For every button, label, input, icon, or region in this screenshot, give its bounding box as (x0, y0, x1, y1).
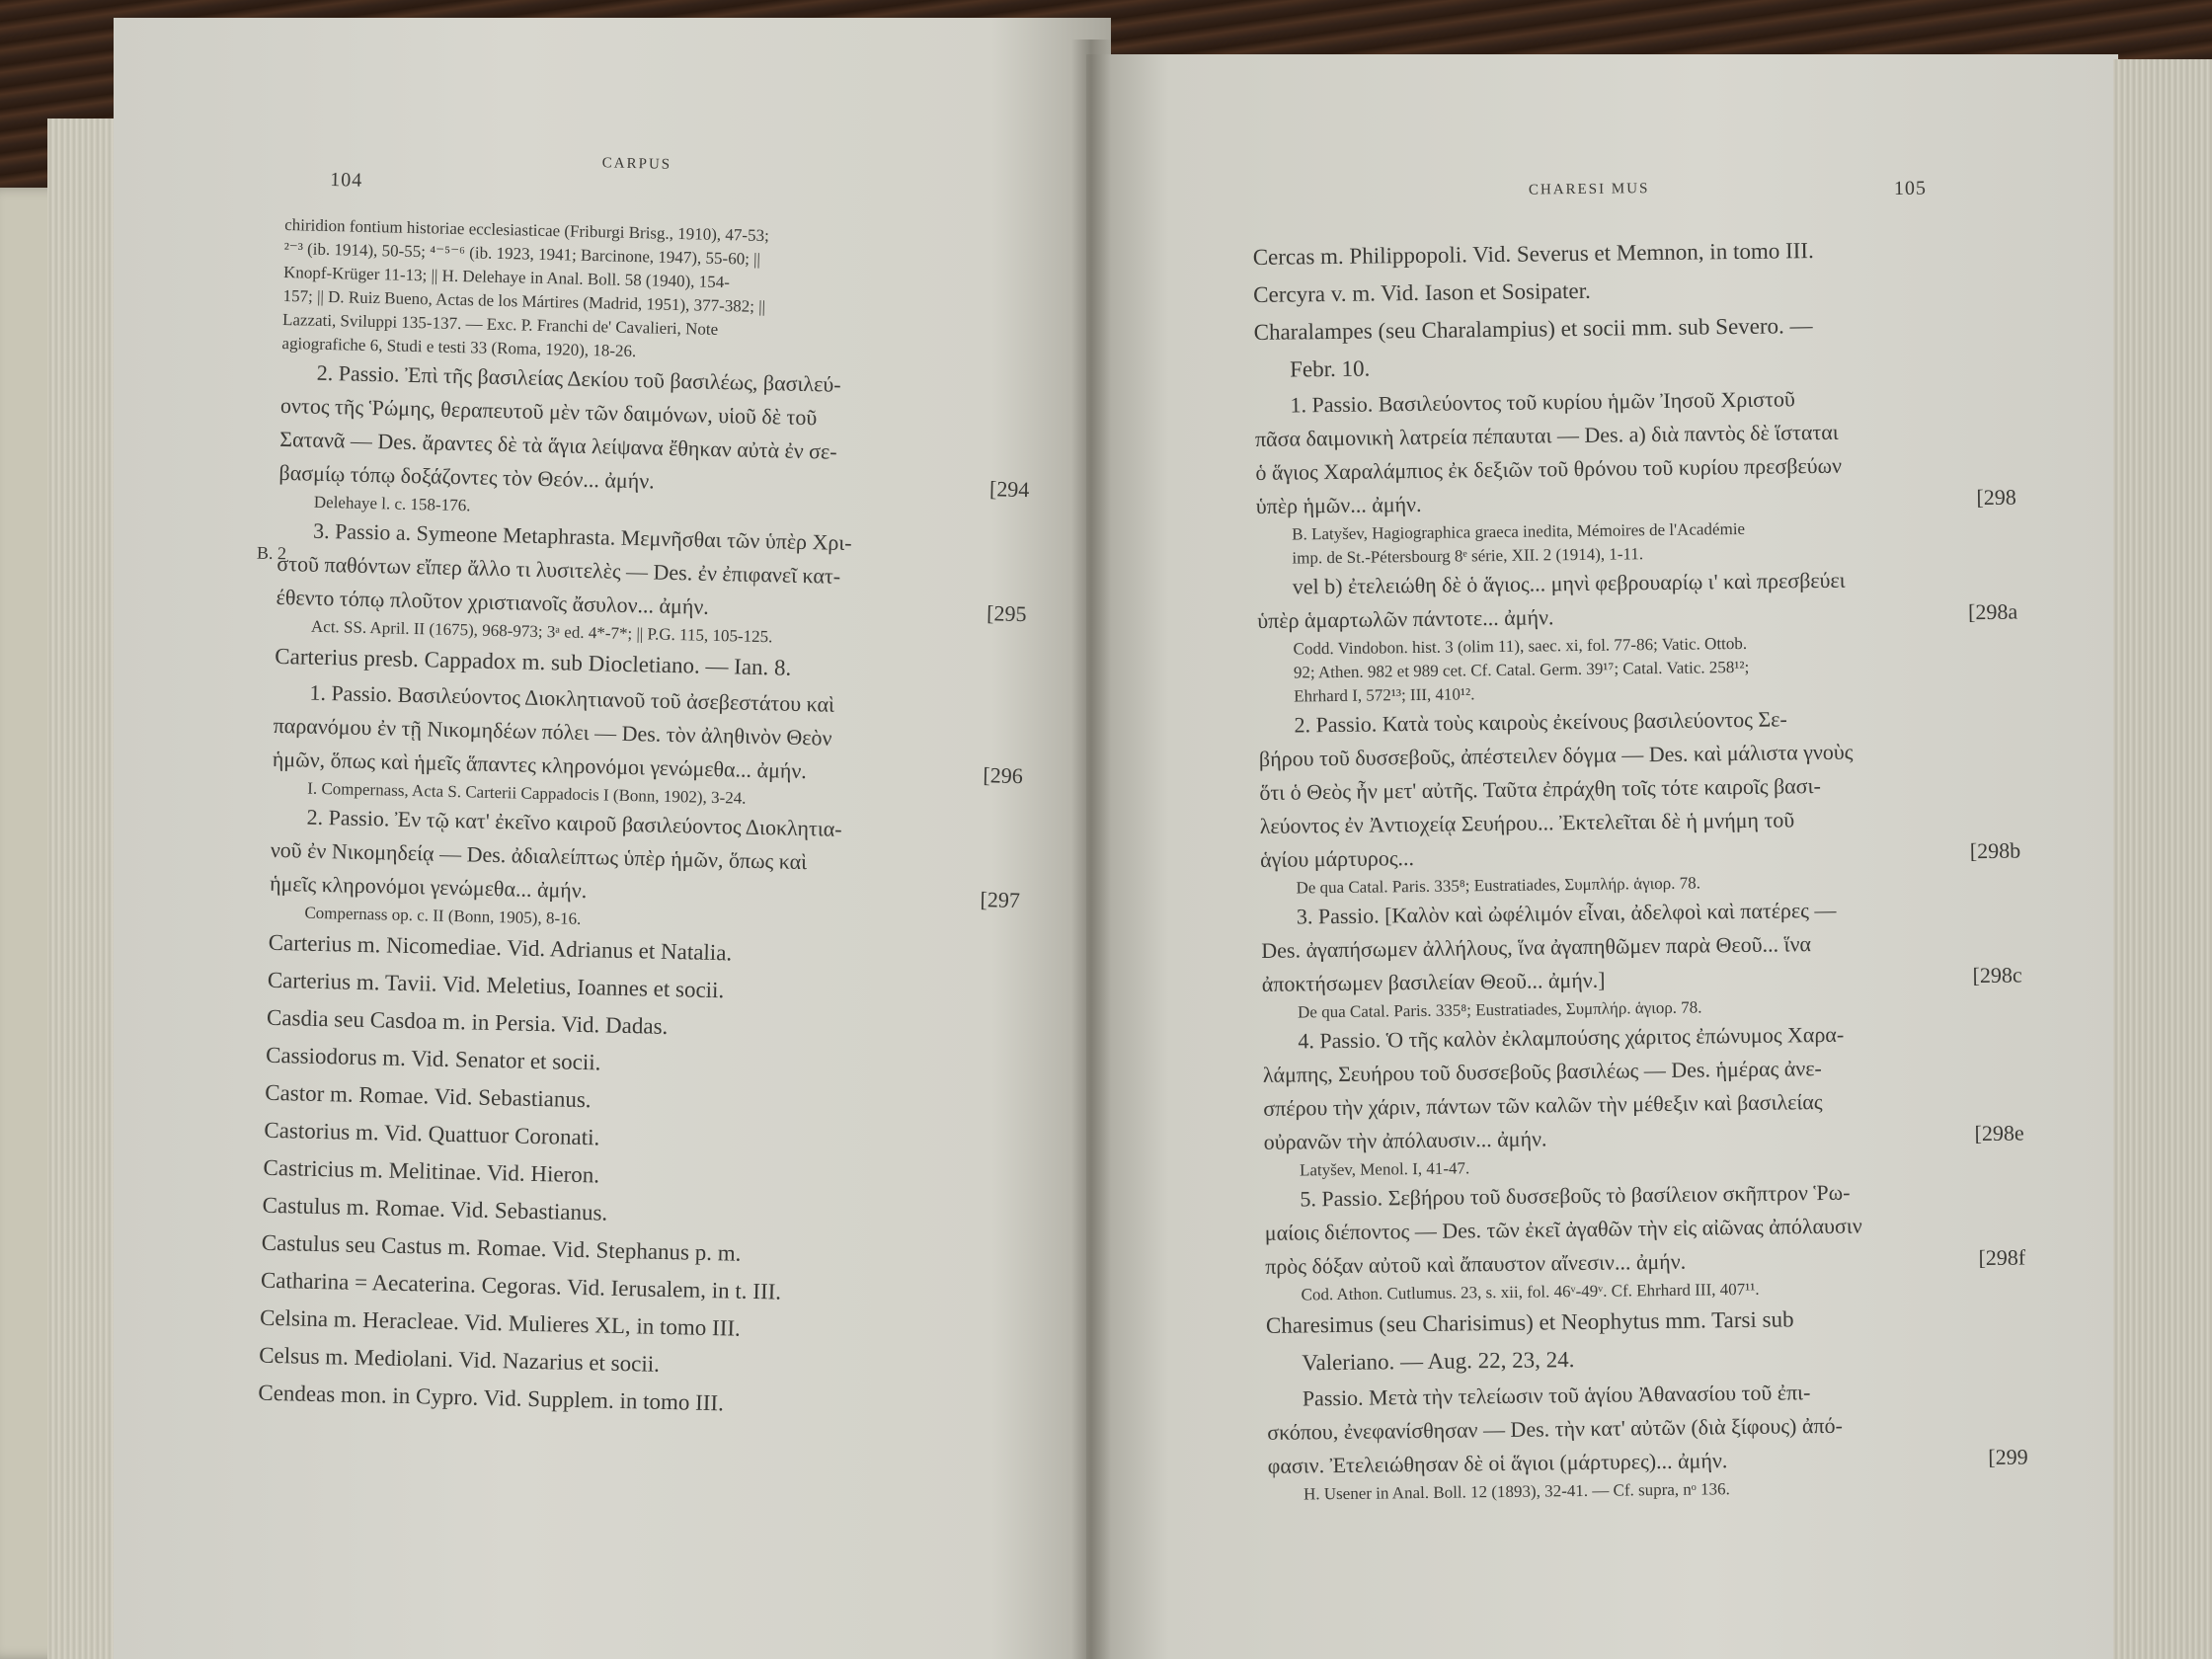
left-page-text (258, 148, 1037, 1429)
line-text: Castricius m. Melitinae. Vid. Hieron. (263, 1154, 600, 1188)
page-number: 105 (1893, 177, 1928, 200)
line-text: Catharina = Aecaterina. Cegoras. Vid. Ierusalem, in t. III. (260, 1267, 782, 1304)
line-text: 1. Passio. Βασιλεύοντος τοῦ κυρίου ἡμῶν Ἰησοῦ Χριστοῦ (1290, 386, 1795, 418)
line-text: De qua Catal. Paris. 335⁸; Eustratiades, Συμπλήρ. ἁγιορ. 78. (1296, 873, 1701, 898)
item-number: [298c (1972, 962, 2022, 988)
line-text: πᾶσα δαιμονικὴ λατρεία πέπαυται — Des. a) διὰ παντὸς δὲ ἵσταται (1254, 419, 1839, 451)
item-number: [295 (986, 600, 1027, 627)
line-text: De qua Catal. Paris. 335⁸; Eustratiades, Συμπλήρ. ἁγιορ. 78. (1297, 997, 1702, 1022)
right-page-lines (1252, 214, 2028, 1507)
line-text: H. Usener in Anal. Boll. 12 (1893), 32-41. — Cf. supra, nᵒ 136. (1303, 1479, 1730, 1504)
line-text: Castulus m. Romae. Vid. Sebastianus. (262, 1192, 608, 1225)
line-text: Valeriano. — Aug. 22, 23, 24. (1302, 1347, 1575, 1376)
line-text: vel b) ἐτελειώθη δὲ ὁ ἅγιος... μηνὶ φεβρουαρίῳ ι' καὶ πρεσβεύει (1292, 567, 1846, 599)
line-text: 2. Passio. Κατὰ τοὺς καιροὺς ἐκείνους βασιλεύοντος Σε- (1294, 706, 1787, 738)
line-text: Carterius m. Tavii. Vid. Meletius, Ioannes et socii. (267, 967, 725, 1003)
line-text: Carterius presb. Cappadox m. sub Diocletiano. — Ian. 8. (275, 643, 792, 680)
line-text: ἡμῶν, ὅπως καὶ ἡμεῖς ἅπαντες κληρονόμοι γενώμεθα... ἀμήν. (272, 746, 808, 784)
line-text: μαίοις διέποντος — Des. τῶν ἐκεῖ ἀγαθῶν τὴν εἰς αἰῶνας ἀπόλαυσιν (1264, 1213, 1862, 1245)
item-number: [296 (983, 762, 1024, 789)
line-text: Febr. 10. (1289, 356, 1371, 382)
line-text: 92; Athen. 982 et 989 cet. Cf. Catal. Germ. 39¹⁷; Catal. Vatic. 258¹²; (1293, 657, 1750, 682)
line-text: 4. Passio. Ὁ τῆς καλὸν ἐκλαμπούσης χάριτος ἐπώνυμος Χαρα- (1298, 1021, 1845, 1054)
line-text: B. Latyšev, Hagiographica graeca inedita, Mémoires de l'Académie (1292, 518, 1746, 544)
left-page-lines (258, 184, 1036, 1429)
item-number: [299 (1988, 1444, 2028, 1469)
item-number: [298a (1967, 598, 2018, 625)
running-head: CARPUS (601, 155, 672, 173)
line-text: στοῦ παθόντων εἴπερ ἄλλο τι λυσιτελὲς — Des. ἐν ἐπιφανεῖ κατ- (276, 550, 841, 589)
line-text: Knopf-Krüger 11-13; || H. Delehaye in Anal. Boll. 58 (1940), 154- (282, 262, 731, 292)
line-text: σπέρου τὴν χάριν, πάντων τῶν καλῶν τὴν μέθεξιν καὶ βασιλείας (1263, 1089, 1823, 1121)
line-text: παρανόμου ἐν τῇ Νικομηδέων πόλει — Des. τὸν ἀληθινὸν Θεὸν (273, 712, 832, 750)
line-text: βασμίῳ τόπῳ δοξάζοντες τὸν Θεόν... ἀμήν. (278, 459, 655, 494)
line-text: Des. ἀγαπήσωμεν ἀλλήλους, ἵνα ἀγαπηθῶμεν παρὰ Θεοῦ... ἵνα (1261, 931, 1812, 963)
line-text: agiografiche 6, Studi e testi 33 (Roma, 1920), 18-26. (281, 333, 637, 361)
line-text: 3. Passio. [Καλὸν καὶ ὠφέλιμόν εἶναι, ἀδελφοὶ καὶ πατέρες — (1296, 897, 1837, 929)
line-text: 3. Passio a. Symeone Metaphrasta. Μεμνῆσθαι τῶν ὑπὲρ Χρι- (312, 517, 852, 556)
line-text: I. Compernass, Acta S. Carterii Cappadocis I (Bonn, 1902), 3-24. (307, 778, 747, 808)
line-text: ἡμεῖς κληρονόμοι γενώμεθα... ἀμήν. (269, 870, 588, 904)
line-text: Codd. Vindobon. hist. 3 (olim 11), saec. xi, fol. 77-86; Vatic. Ottob. (1293, 633, 1748, 659)
page-edges-right (2113, 59, 2212, 1659)
line-text: Celsus m. Mediolani. Vid. Nazarius et socii. (258, 1342, 661, 1377)
line-text: έθεντο τόπῳ πλοῦτον χριστιανοῖς ἄσυλον... ἀμήν. (276, 584, 710, 619)
line-text: Σατανᾶ — Des. ἄραντες δὲ τὰ ἅγια λείψανα ἔθηκαν αὐτὰ ἐν σε- (279, 426, 837, 464)
line-text: Lazzati, Sviluppi 135-137. — Exc. P. Franchi de' Cavalieri, Note (281, 309, 719, 339)
item-number: [297 (980, 887, 1021, 913)
line-text: Ehrhard I, 572¹³; III, 410¹². (1294, 684, 1475, 706)
line-text: πρὸς δόξαν αὐτοῦ καὶ ἄπαυστον αἴνεσιν... ἀμήν. (1265, 1248, 1687, 1279)
line-text: Cercyra v. m. Vid. Iason et Sosipater. (1253, 277, 1591, 307)
line-text: λάμπης, Σευήρου τοῦ δυσσεβοῦς βασιλέως — Des. ἡμέρας ἀνε- (1262, 1056, 1822, 1087)
line-text: Charesimus (seu Charisimus) et Neophytus mm. Tarsi sub (1265, 1306, 1794, 1338)
line-text: Passio. Μετὰ τὴν τελείωσιν τοῦ ἁγίου Ἀθανασίου τοῦ ἐπι- (1302, 1380, 1811, 1411)
line-text: ὁ ἅγιος Χαραλάμπιος ἐκ δεξιῶν τοῦ θρόνου τοῦ κυρίου πρεσβεύων (1255, 452, 1843, 485)
line-text: Latyšev, Menol. I, 41-47. (1299, 1158, 1470, 1180)
line-text: 2. Passio. Ἐπὶ τῆς βασιλείας Δεκίου τοῦ βασιλέως, βασιλεύ- (316, 359, 841, 397)
line-text: ὑπὲρ ἁμαρτωλῶν πάντοτε... ἀμήν. (1257, 604, 1554, 633)
line-text: Castorius m. Vid. Quattuor Coronati. (264, 1117, 600, 1150)
item-number: [298 (1976, 484, 2016, 511)
line-text: Castulus seu Castus m. Romae. Vid. Stephanus p. m. (261, 1229, 742, 1266)
line-text: Delehaye l. c. 158-176. (313, 492, 471, 515)
line-text: Cassiodorus m. Vid. Senator et socii. (265, 1042, 601, 1075)
line-text: ἀποκτήσωμεν βασιλείαν Θεοῦ... ἀμήν.] (1261, 967, 1606, 996)
line-text: 1. Passio. Βασιλεύοντος Διοκλητιανοῦ τοῦ ἀσεβεστάτου καὶ (309, 679, 835, 717)
item-number: [298b (1969, 837, 2021, 864)
book-gutter (1071, 40, 1111, 1659)
line-text: 157; || D. Ruiz Bueno, Actas de los Mártires (Madrid, 1951), 377-382; || (282, 285, 766, 317)
line-text: Celsina m. Heracleae. Vid. Mulieres XL, in tomo III. (259, 1304, 742, 1341)
line-text: ὑπὲρ ἡμῶν... ἀμήν. (1255, 491, 1422, 518)
line-text: νοῦ ἐν Νικομηδείᾳ — Des. ἀδιαλείπτως ὑπὲρ ἡμῶν, ὅπως καὶ (270, 836, 808, 875)
line-text: Casdia seu Casdoa m. in Persia. Vid. Dadas. (266, 1004, 669, 1039)
line-text: σκόπου, ἐνεφανίσθησαν — Des. τὴν κατ' αὐτῶν (διὰ ξίφους) ἀπό- (1267, 1412, 1843, 1445)
line-text: βήρου τοῦ δυσσεβοῦς, ἀπέστειλεν δόγμα — Des. καὶ μάλιστα γνοὺς (1258, 739, 1854, 771)
line-text: Charalampes (seu Charalampius) et socii mm. sub Severo. — (1253, 313, 1813, 345)
right-page-text (1252, 177, 2028, 1507)
line-text: οὐρανῶν τὴν ἀπόλαυσιν... ἀμήν. (1263, 1126, 1547, 1154)
line-text: Act. SS. April. II (1675), 968-973; 3ᵃ ed. 4*-7*; || P.G. 115, 105-125. (310, 616, 773, 647)
line-text: 5. Passio. Σεβήρου τοῦ δυσσεβοῦς τὸ βασίλειον σκῆπτρον Ῥω- (1300, 1179, 1851, 1212)
line-text: οντος τῆς Ῥώμης, θεραπευτοῦ μὲν τῶν δαιμόνων, υἱοῦ δὲ τοῦ (279, 392, 818, 431)
line-text: chiridion fontium historiae ecclesiasticae (Friburgi Brisg., 1910), 47-53; (284, 214, 770, 246)
line-text: 2. Passio. Ἐν τῷ κατ' ἐκεῖνο καιροῦ βασιλεύοντος Διοκλητια- (306, 804, 842, 841)
running-head: CHARESI MUS (1528, 181, 1650, 198)
line-text: ²⁻³ (ib. 1914), 50-55; ⁴⁻⁵⁻⁶ (ib. 1923, 1941; Barcinone, 1947), 55-60; || (283, 238, 761, 269)
line-text: Compernass op. c. II (Bonn, 1905), 8-16. (304, 903, 582, 928)
line-text: φασιν. Ἐτελειώθησαν δὲ οἱ ἅγιοι (μάρτυρες)... ἀμήν. (1267, 1448, 1728, 1478)
item-number: [298e (1974, 1120, 2024, 1146)
item-number: [294 (988, 476, 1030, 503)
line-text: imp. de St.-Pétersbourg 8ᵉ série, XII. 2 (1914), 1-11. (1292, 544, 1644, 568)
line-text: ἁγίου μάρτυρος... (1260, 845, 1415, 872)
line-text: Cod. Athon. Cutlumus. 23, s. xii, fol. 46ᵛ-49ᵛ. Cf. Ehrhard III, 407¹¹. (1301, 1279, 1760, 1304)
line-text: ὅτι ὁ Θεὸς ἦν μετ' αὐτῆς. Ταῦτα ἐπράχθη τοῖς τότε καιροῖς βασι- (1259, 773, 1821, 805)
page-number: 104 (330, 169, 363, 192)
line-text: Cendeas mon. in Cypro. Vid. Supplem. in tomo III. (258, 1380, 725, 1416)
line-text: Carterius m. Nicomediae. Vid. Adrianus et Natalia. (268, 929, 733, 966)
margin-note: B. 2 (256, 542, 287, 564)
item-number: [298f (1978, 1244, 2026, 1271)
line-text: Castor m. Romae. Vid. Sebastianus. (265, 1079, 592, 1113)
line-text: Cercas m. Philippopoli. Vid. Severus et Memnon, in tomo III. (1252, 238, 1814, 270)
line-text: λεύοντος ἐν Ἀντιοχείᾳ Σευήρου... Ἐκτελεῖται δὲ ἡ μνήμη τοῦ (1259, 807, 1795, 838)
